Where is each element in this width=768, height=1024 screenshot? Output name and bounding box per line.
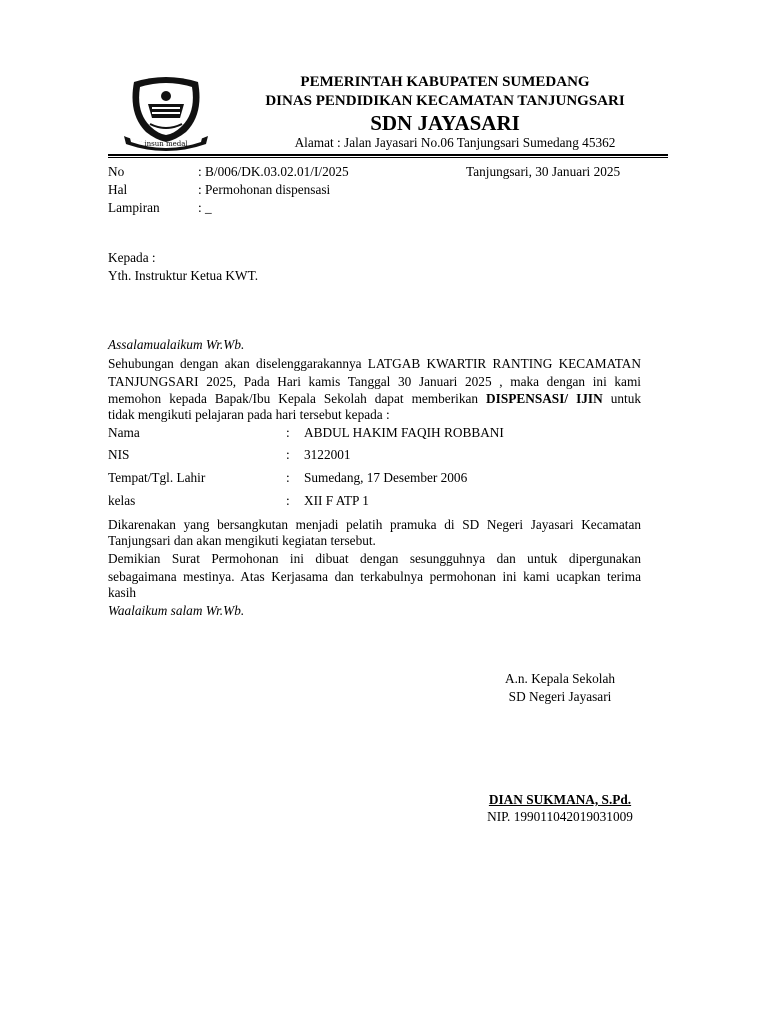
place-date: Tanjungsari, 30 Januari 2025 (466, 164, 621, 179)
student-kelas-value: XII F ATP 1 (304, 493, 369, 508)
hal-label: Hal (108, 182, 128, 197)
lampiran-value: : _ (198, 200, 212, 215)
p1-line2: TANJUNGSARI 2025, Pada Hari kamis Tanggal 30 Januari 2025 , maka dengan ini kami (108, 374, 641, 389)
svg-text:insun medal: insun medal (144, 140, 188, 148)
student-nama-label: Nama (108, 425, 140, 440)
p3-line1: Demikian Surat Permohonan ini dibuat dengan sesungguhnya dan untuk dipergunakan (108, 551, 641, 566)
p1-line1: Sehubungan dengan akan diselenggarakannya LATGAB KWARTIR RANTING KECAMATAN (108, 356, 641, 371)
recipient-name: Yth. Instruktur Ketua KWT. (108, 268, 259, 283)
letterhead-line2: DINAS PENDIDIKAN KECAMATAN TANJUNGSARI (265, 93, 625, 109)
letterhead-divider-thick (108, 154, 668, 156)
p1-line3-post: untuk (610, 391, 641, 406)
recipient-kepada: Kepada : (108, 250, 156, 265)
signature-nip: NIP. 199011042019031009 (487, 809, 633, 824)
p1-line3 (108, 390, 641, 407)
signature-role-1: A.n. Kepala Sekolah (504, 671, 616, 686)
lampiran-label: Lampiran (108, 200, 160, 215)
student-kelas-label: kelas (108, 493, 136, 508)
signature-name: DIAN SUKMANA, S.Pd. (488, 792, 632, 807)
p2-line1: Dikarenakan yang bersangkutan menjadi pelatih pramuka di SD Negeri Jayasari Kecamatan (108, 517, 641, 532)
student-nis-value: 3122001 (304, 447, 351, 462)
school-address: Alamat : Jalan Jayasari No.06 Tanjungsari Sumedang 45362 (294, 135, 616, 150)
student-nis-label: NIS (108, 447, 130, 462)
student-nis-colon: : (286, 447, 290, 462)
p1-line3-pre: memohon kepada Bapak/Ibu Kepala Sekolah dapat memberikan (108, 391, 479, 406)
signature-role-2: SD Negeri Jayasari (508, 689, 612, 704)
letterhead-line1: PEMERINTAH KABUPATEN SUMEDANG (300, 74, 590, 90)
no-label: No (108, 164, 125, 179)
letterhead-divider-thin (108, 157, 668, 158)
crest-icon (120, 74, 212, 152)
p2-line2: Tanjungsari dan akan mengikuti kegiatan tersebut. (108, 533, 376, 548)
no-value: : B/006/DK.03.02.01/I/2025 (198, 164, 349, 179)
school-name: SDN JAYASARI (370, 111, 520, 135)
p3-line2: sebagaimana mestinya. Atas Kerjasama dan terkabulnya permohonan ini kami ucapkan terima (108, 569, 641, 584)
p3-line3: kasih (108, 585, 137, 600)
student-ttl-colon: : (286, 470, 290, 485)
student-ttl-value: Sumedang, 17 Desember 2006 (304, 470, 468, 485)
student-nama-colon: : (286, 425, 290, 440)
closing-greeting: Waalaikum salam Wr.Wb. (108, 603, 245, 618)
school-crest-logo (120, 74, 212, 152)
dispensasi-emphasis: DISPENSASI/ IJIN (486, 391, 603, 406)
hal-value: : Permohonan dispensasi (198, 182, 331, 197)
p1-line4: tidak mengikuti pelajaran pada hari tersebut kepada : (108, 407, 390, 422)
student-ttl-label: Tempat/Tgl. Lahir (108, 470, 206, 485)
student-nama-value: ABDUL HAKIM FAQIH ROBBANI (304, 425, 504, 440)
student-kelas-colon: : (286, 493, 290, 508)
greeting: Assalamualaikum Wr.Wb. (108, 337, 245, 352)
